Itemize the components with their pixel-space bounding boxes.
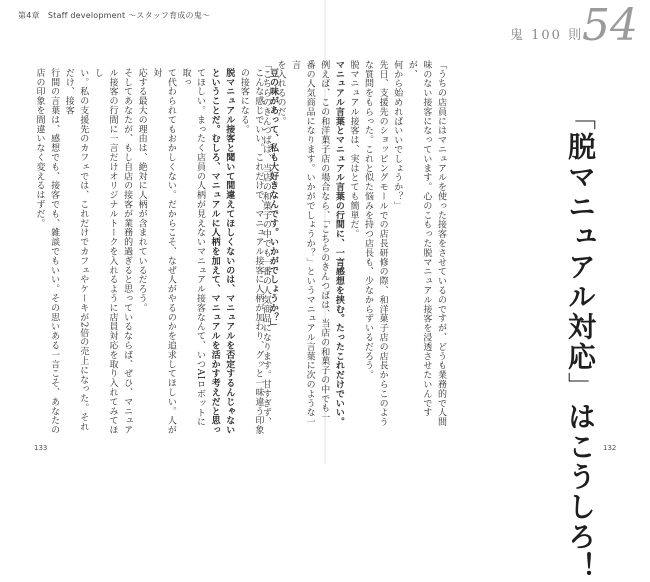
body-line: ル接客の行間に一言だけオリジナルトークを入れるように店員対応を取り入れてみてほし — [92, 68, 118, 435]
body-line: 行間の言葉は、感想でも、接客でも、雑談でもいい。その思いある一言こそ、あなたの — [49, 68, 60, 435]
body-line: を入れるのだ。 — [275, 60, 286, 126]
body-line: 脱マニュアル接客は、実はとても簡単だ。 — [348, 60, 359, 239]
rule-number: 54 — [582, 0, 638, 51]
body-line-emphasis: ということだ。むしろ、マニュアルに人柄を加えて、マニュアルを活かす考えだと思っ — [209, 68, 220, 435]
body-line: 「こちらのきんつばは、当店の和菓子の中でも一番の人気商品になります。甘すぎず、 — [260, 60, 271, 427]
body-line-emphasis: マニュアル言葉とマニュアル言葉の行間に、一言感想を挟む。たったこれだけでいい。 — [333, 60, 344, 427]
body-line: 店の印象を間違いなく変えるはずだ。 — [34, 68, 45, 228]
title-suffix: はこうしろ！ — [564, 402, 597, 582]
left-page-body — [34, 68, 280, 436]
body-line-emphasis: 豆の味があって、私も大好きなんです。いかがでしょうか？」 — [268, 68, 278, 332]
body-line: の接客になる。 — [238, 68, 249, 134]
body-line: 応する最大の理由は、絶対に人柄が含まれているだろう。 — [136, 68, 147, 313]
body-line: そしてあなたが、もし自店の接客が業務的過ぎると思っているならば、ぜひ、マニュア — [122, 68, 133, 435]
body-line: 何から始めればいいでしょうか？」 — [392, 60, 403, 211]
running-head: 第4章 Staff development ～スタッフ育成の鬼～ — [18, 11, 211, 20]
right-page-number: 132 — [603, 444, 617, 452]
body-line-emphasis: 脱マニュアル接客と聞いて間違えてほしくないのは、マニュアルを否定するんじゃない — [224, 68, 235, 435]
title-main: 脱マニュアル対応 — [564, 132, 597, 372]
title-close-bracket: 」 — [564, 372, 597, 402]
body-line: 「うちの店員にはマニュアルを使った接客をさせているのですが、どうも業務的で人間 — [436, 60, 446, 427]
body-line: 先日、支援先のショッピングモールでの店長研修の際、和洋菓子店の店長からこのよう — [377, 60, 388, 427]
rule-label: 鬼 100 則 — [510, 28, 584, 43]
title-open-bracket: 「 — [564, 102, 597, 132]
body-line: 例えば、この和洋菓子店の場合なら、「こちらのきんつばは、当店の和菓子の中でも一 — [319, 60, 330, 423]
body-line: こんな感じでいい。これだけで、マニュアル接客に人柄が加わり、グッと一味違う印象 — [253, 68, 264, 435]
body-line: 番の人気商品になります。いかがでしょうか？」というマニュアル言葉に次のような一言 — [290, 60, 315, 427]
left-page-number: 133 — [34, 444, 48, 452]
body-line: な質問をもらった。これと似た悩みを持つ店長も、少なからずいるだろう。 — [363, 60, 374, 380]
body-line: い。私の支援先のカフェでは、これだけでカフェやケーキが2倍の売上になった。それだけ、接客 — [63, 68, 89, 432]
body-line: 味のない接客になっています。心のこもった脱マニュアル接客を浸透させたいんですが、 — [406, 60, 432, 418]
chapter-title — [562, 102, 598, 582]
body-line: て代わられてもおかしくない。だからこそ、なぜ人がやるのかを追求してほしい。人が対 — [151, 68, 176, 435]
body-line: てほしい。まったく店員の人柄が見えないマニュアル接客なんて、いつAIロボットに取っ — [180, 68, 206, 427]
